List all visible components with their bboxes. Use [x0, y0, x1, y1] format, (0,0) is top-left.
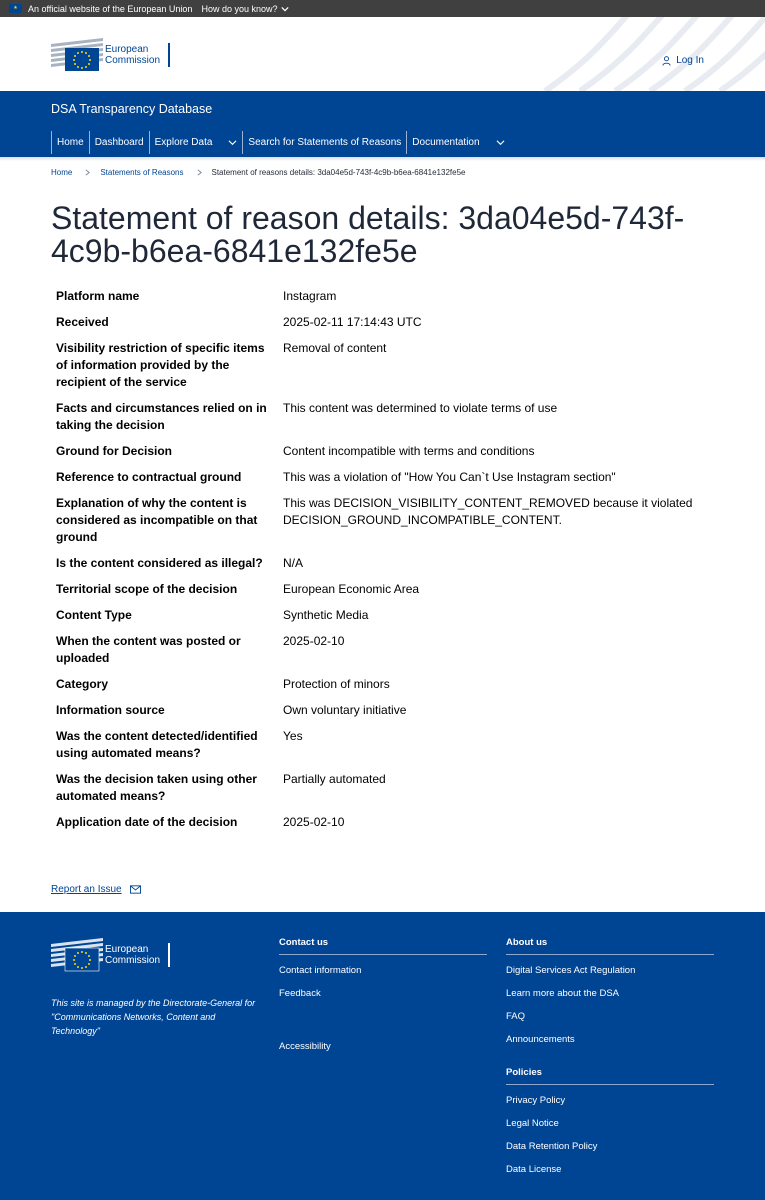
detail-label: Information source: [56, 703, 165, 717]
menu-item-label: Home: [57, 137, 84, 148]
detail-label: Application date of the decision: [56, 815, 238, 829]
detail-label: Content Type: [56, 608, 132, 622]
footer-link-announcements[interactable]: Announcements: [506, 1034, 575, 1045]
detail-label: Was the content detected/identified using automated means?: [56, 729, 258, 760]
statement-details-table: [56, 288, 736, 840]
detail-row-visibility-restriction: [56, 340, 736, 391]
site-footer: [0, 912, 765, 1200]
detail-label: Is the content considered as illegal?: [56, 556, 263, 570]
detail-row-content-type: [56, 607, 736, 624]
breadcrumb-home[interactable]: Home: [51, 168, 73, 177]
header-decoration: [525, 17, 765, 91]
user-icon: [662, 56, 671, 66]
menu-item-label: Documentation: [412, 137, 480, 148]
official-banner-text: An official website of the European Union: [28, 3, 193, 14]
footer-about-heading: About us: [506, 937, 714, 955]
detail-label: Reference to contractual ground: [56, 470, 242, 484]
detail-value: 2025-02-10: [283, 815, 345, 829]
footer-contact-column: [279, 937, 487, 1011]
footer-about-column: [506, 937, 714, 1057]
logo-line1: European: [105, 44, 149, 55]
detail-value: Yes: [283, 729, 303, 743]
login-link[interactable]: [662, 55, 704, 66]
page-title: Statement of reason details: 3da04e5d-743f-4c9b-b6ea-6841e132fe5e: [51, 200, 685, 269]
how-do-you-know-toggle[interactable]: [201, 4, 288, 14]
site-navigation-header: [0, 91, 765, 157]
detail-row-category: [56, 676, 736, 693]
breadcrumb: [51, 168, 465, 177]
detail-value: Instagram: [283, 289, 337, 303]
european-commission-logo[interactable]: [51, 36, 170, 74]
detail-value: Partially automated: [283, 772, 386, 786]
detail-label: Received: [56, 315, 109, 329]
detail-value: Removal of content: [283, 341, 387, 355]
detail-label: Facts and circumstances relied on in taking the decision: [56, 401, 267, 432]
detail-label: Ground for Decision: [56, 444, 173, 458]
header-shadow: [0, 157, 765, 161]
detail-label: Was the decision taken using other automated means?: [56, 772, 257, 803]
detail-label: Category: [56, 677, 109, 691]
chevron-right-icon: [196, 169, 203, 176]
footer-link-data-retention-policy[interactable]: Data Retention Policy: [506, 1141, 598, 1152]
detail-row-ground: [56, 443, 736, 460]
menu-item-dashboard[interactable]: [89, 131, 149, 154]
detail-row-illegal: [56, 555, 736, 572]
detail-value: 2025-02-10: [283, 634, 345, 648]
detail-value: Own voluntary initiative: [283, 703, 407, 717]
detail-value: Content incompatible with terms and conditions: [283, 444, 535, 458]
footer-policies-column: [506, 1067, 714, 1187]
footer-link-privacy-policy[interactable]: Privacy Policy: [506, 1095, 566, 1106]
footer-link-dsa-regulation[interactable]: Digital Services Act Regulation: [506, 965, 636, 976]
footer-link-legal-notice[interactable]: Legal Notice: [506, 1118, 559, 1129]
detail-row-contractual-ground: [56, 469, 736, 486]
report-issue-link[interactable]: [51, 884, 141, 895]
footer-logo-line1: European: [105, 944, 149, 955]
ec-logo-icon: [51, 936, 103, 974]
detail-value: Protection of minors: [283, 677, 390, 691]
detail-label: Territorial scope of the decision: [56, 582, 238, 596]
footer-logo-line2: Commission: [105, 955, 161, 966]
detail-value: European Economic Area: [283, 582, 420, 596]
detail-row-automated-decision: [56, 771, 736, 805]
footer-ec-logo[interactable]: [51, 936, 170, 974]
detail-row-received: [56, 314, 736, 331]
detail-row-automated-detection: [56, 728, 736, 762]
menu-item-label: Dashboard: [94, 137, 144, 148]
menu-item-home[interactable]: [51, 131, 89, 154]
detail-row-facts: [56, 400, 736, 434]
ec-logo-icon: [51, 36, 103, 74]
menu-item-label: Search for Statements of Reasons: [248, 137, 402, 148]
detail-row-information-source: [56, 702, 736, 719]
detail-value: This content was determined to violate terms of use: [283, 401, 558, 415]
footer-link-contact-information[interactable]: Contact information: [279, 965, 362, 976]
envelope-icon: [130, 885, 141, 894]
breadcrumb-current: Statement of reasons details: 3da04e5d-743f-4c9b-b6ea-6841e132fe5e: [211, 168, 466, 177]
detail-row-posted-date: [56, 633, 736, 667]
footer-link-accessibility[interactable]: Accessibility: [279, 1041, 331, 1052]
footer-link-learn-more-dsa[interactable]: Learn more about the DSA: [506, 988, 620, 999]
detail-row-explanation: [56, 495, 736, 546]
detail-row-application-date: [56, 814, 736, 831]
chevron-down-icon[interactable]: [496, 138, 505, 147]
menu-item-documentation[interactable]: [406, 131, 509, 154]
footer-policies-heading: Policies: [506, 1067, 714, 1085]
detail-value: This was a violation of "How You Can`t Use Instagram section": [283, 470, 616, 484]
breadcrumb-statements[interactable]: Statements of Reasons: [100, 168, 184, 177]
chevron-down-icon[interactable]: [228, 138, 237, 147]
footer-link-data-license[interactable]: Data License: [506, 1164, 562, 1175]
main-menu: [51, 131, 510, 154]
site-header-top: [0, 17, 765, 91]
login-label: Log In: [676, 55, 704, 66]
footer-contact-heading: Contact us: [279, 937, 487, 955]
detail-label: Visibility restriction of specific items of information provided by the recipient of the service: [56, 341, 265, 389]
chevron-down-icon: [281, 5, 289, 13]
eu-flag-icon: ★: [9, 4, 22, 13]
detail-value: Synthetic Media: [283, 608, 369, 622]
detail-row-territorial-scope: [56, 581, 736, 598]
menu-item-search-statements[interactable]: [242, 131, 406, 154]
footer-logo-text: [105, 943, 170, 967]
official-eu-banner: [0, 0, 765, 17]
detail-label: Explanation of why the content is considered as incompatible on that ground: [56, 496, 258, 544]
report-issue-label: Report an Issue: [51, 884, 122, 895]
how-do-you-know-label: How do you know?: [201, 3, 278, 14]
detail-row-platform-name: [56, 288, 736, 305]
detail-value: This was DECISION_VISIBILITY_CONTENT_REMOVED because it violated DECISION_GROUND_INCOMPATIBLE_CONTENT.: [283, 496, 693, 527]
logo-line2: Commission: [105, 55, 161, 66]
site-title[interactable]: DSA Transparency Database: [51, 102, 213, 116]
detail-value: 2025-02-11 17:14:43 UTC: [283, 315, 422, 329]
detail-label: When the content was posted or uploaded: [56, 634, 241, 665]
footer-link-feedback[interactable]: Feedback: [279, 988, 321, 999]
footer-managed-text: This site is managed by the Directorate-General for "Communications Networks, Content and Technology": [51, 998, 256, 1036]
detail-value: N/A: [283, 556, 304, 570]
chevron-right-icon: [84, 169, 91, 176]
footer-link-faq[interactable]: FAQ: [506, 1011, 526, 1022]
menu-item-label: Explore Data: [154, 137, 213, 148]
menu-item-explore-data[interactable]: [149, 131, 243, 154]
logo-text: [105, 43, 170, 67]
detail-label: Platform name: [56, 289, 140, 303]
